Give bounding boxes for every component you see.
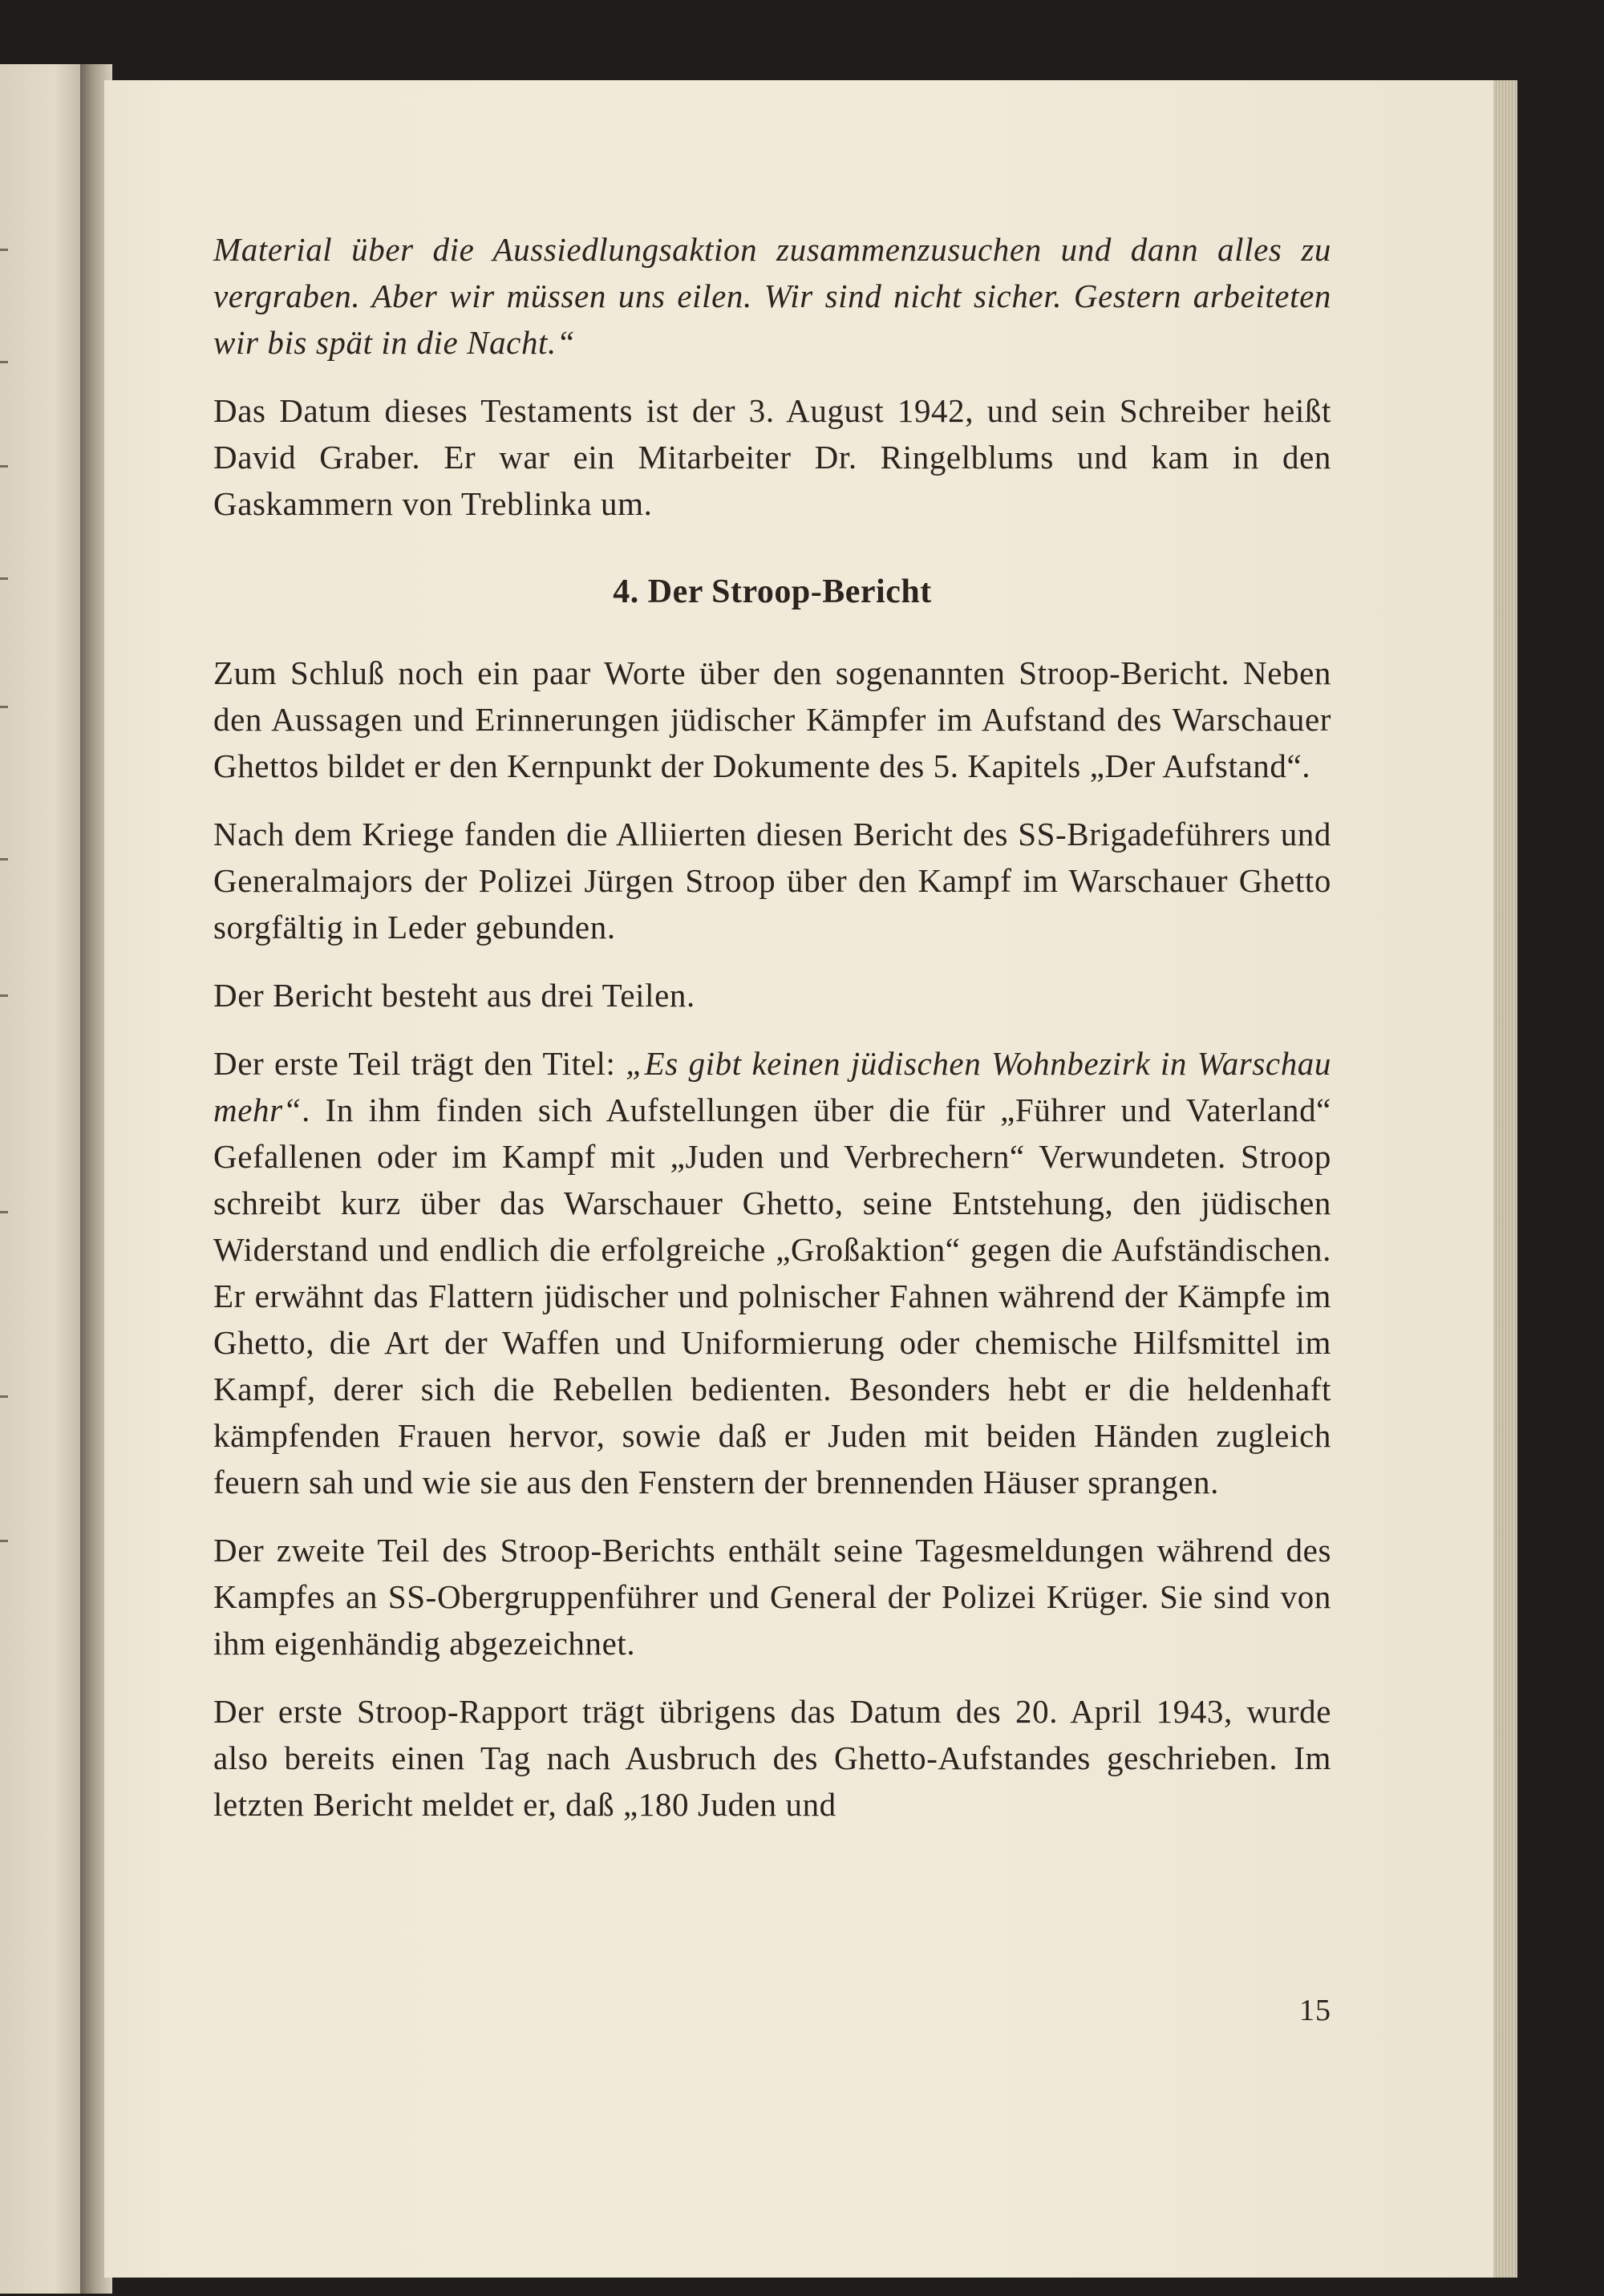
print-mark <box>0 577 8 580</box>
facing-page-edge <box>0 64 91 2294</box>
print-mark <box>0 1540 8 1542</box>
print-mark <box>0 1395 8 1398</box>
print-mark <box>0 706 8 708</box>
print-mark <box>0 249 8 251</box>
print-mark <box>0 858 8 860</box>
print-mark <box>0 361 8 363</box>
page-edge-stack <box>1493 80 1517 2278</box>
page-body <box>213 226 1331 1849</box>
paragraph-first-rapport: Der erste Stroop-Rapport trägt übrigens das Datum des 20. April 1943, wurde also bereits einen Tag nach Ausbruch des Ghetto-Aufstandes geschrieben. Im letzten Bericht meldet er, daß „180 Juden und <box>213 1693 1331 1823</box>
print-mark <box>0 1211 8 1213</box>
first-part-lead: Der erste Teil trägt den Titel: <box>213 1045 626 1082</box>
paragraph-stroop-intro: Zum Schluß noch ein paar Worte über den sogenannten Stroop-Bericht. Neben den Aussagen und Erinnerungen jüdischer Kämpfer im Aufstand des Warschauer Ghettos bildet er den Kernpunkt der Dokumente des 5. Kapitels „Der Aufstand“. <box>213 654 1331 784</box>
paragraph-first-part <box>213 1040 1331 1505</box>
quote-paragraph: Material über die Aussiedlungsaktion zusammenzusuchen und dann alles zu vergraben. Aber wir müssen uns eilen. Wir sind nicht sicher. Gestern arbeiteten wir bis spät in die Nacht.“ <box>213 231 1331 361</box>
paragraph-second-part: Der zweite Teil des Stroop-Berichts enthält seine Tagesmeldungen während des Kampfes an SS-Obergruppenführer und General der Polizei Krüger. Sie sind von ihm eigenhändig abgezeichnet. <box>213 1532 1331 1662</box>
page-number: 15 <box>1299 1994 1331 2027</box>
first-part-title: „Es gibt keinen jüdischen Wohnbezirk in Warschau mehr“ <box>213 1045 1332 1128</box>
first-part-body: . In ihm finden sich Aufstellungen über die für „Führer und Vaterland“ Gefallenen oder im Kampf mit „Juden und Verbrechern“ Verwundeten. Stroop schreibt kurz über das Warschauer Ghetto, seine Entstehung, den jüdischen Widerstand und endlich die erfolgreiche „Großaktion“ gegen die Aufständischen. Er erwähnt das Flattern jüdischer und polnischer Fahnen während der Kämpfe im Ghetto, die Art der Waffen und Uniformierung oder chemische Hilfsmittel im Kampf, derer sich die Rebellen bedienten. Besonders hebt er die heldenhaft kämpfenden Frauen hervor, sowie daß er Juden mit beiden Händen zugleich feuern sah und wie sie aus den Fenstern der brennenden Häuser sprangen. <box>213 1091 1331 1500</box>
section-heading: 4. Der Stroop-Bericht <box>613 573 932 610</box>
paragraph-testament-date: Das Datum dieses Testaments ist der 3. August 1942, und sein Schreiber heißt David Graber. Er war ein Mitarbeiter Dr. Ringelblums und kam in den Gaskammern von Treblinka um. <box>213 392 1331 522</box>
print-mark <box>0 994 8 997</box>
paragraph-three-parts: Der Bericht besteht aus drei Teilen. <box>213 977 695 1014</box>
paragraph-allied-discovery: Nach dem Kriege fanden die Alliierten diesen Bericht des SS-Brigadeführers und Generalmajors der Polizei Jürgen Stroop über den Kampf im Warschauer Ghetto sorgfältig in Leder gebunden. <box>213 816 1331 946</box>
print-mark <box>0 465 8 468</box>
